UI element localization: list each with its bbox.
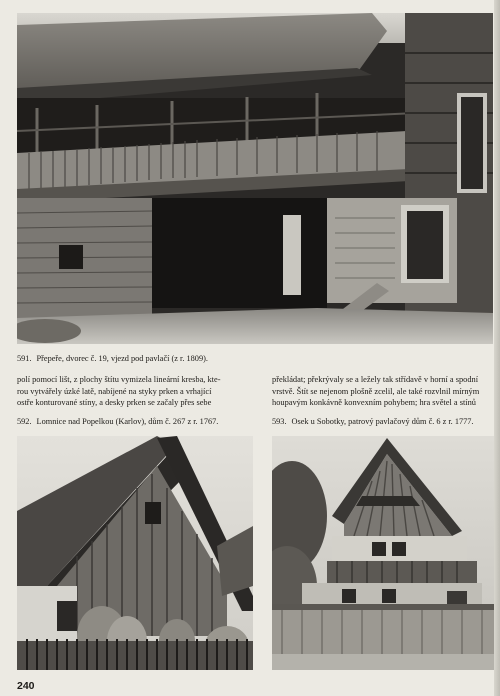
body-text-right bbox=[272, 374, 494, 409]
body-line: ostře konturované stíny, a desky prken se začaly přes sebe bbox=[17, 398, 212, 408]
caption-591-number: 591. bbox=[17, 354, 32, 363]
body-text-left bbox=[17, 374, 267, 409]
body-line: polí pomocí lišt, z plochy štítu vymizela lineární kresba, kte- bbox=[17, 375, 221, 384]
photo-591-image bbox=[17, 13, 493, 344]
caption-593-text: Osek u Sobotky, patrový pavlačový dům č. 6 z r. 1777. bbox=[291, 417, 474, 426]
caption-591-text: Přepeře, dvorec č. 19, vjezd pod pavlačí (z r. 1809). bbox=[36, 354, 208, 363]
body-line: rou vytvářely úzké latě, nabíjené na styky prken a vrhající bbox=[17, 386, 212, 396]
caption-591 bbox=[17, 353, 208, 364]
body-line: překládat; překrývaly se a ležely tak střídavě v horní a spodní bbox=[272, 375, 479, 384]
caption-592 bbox=[17, 416, 218, 427]
photo-591-farmstead-gallery bbox=[17, 13, 493, 344]
photo-593-two-storey-gallery-house bbox=[272, 436, 494, 670]
photo-593-image bbox=[272, 436, 494, 670]
photo-592-image bbox=[17, 436, 253, 670]
body-line: houpavým konkávně konvexním pohybem; hra světel a stínů bbox=[272, 398, 476, 408]
page-edge bbox=[494, 0, 500, 696]
caption-592-number: 592. bbox=[17, 417, 32, 426]
photo-592-gabled-cottage bbox=[17, 436, 253, 670]
page-number: 240 bbox=[17, 680, 35, 692]
caption-593-number: 593. bbox=[272, 417, 287, 426]
caption-593 bbox=[272, 416, 474, 427]
caption-592-text: Lomnice nad Popelkou (Karlov), dům č. 267 z r. 1767. bbox=[36, 417, 219, 426]
body-line: vrstvě. Štít se nejenom plošně zcelil, ale také rozvlnil mírným bbox=[272, 386, 480, 396]
